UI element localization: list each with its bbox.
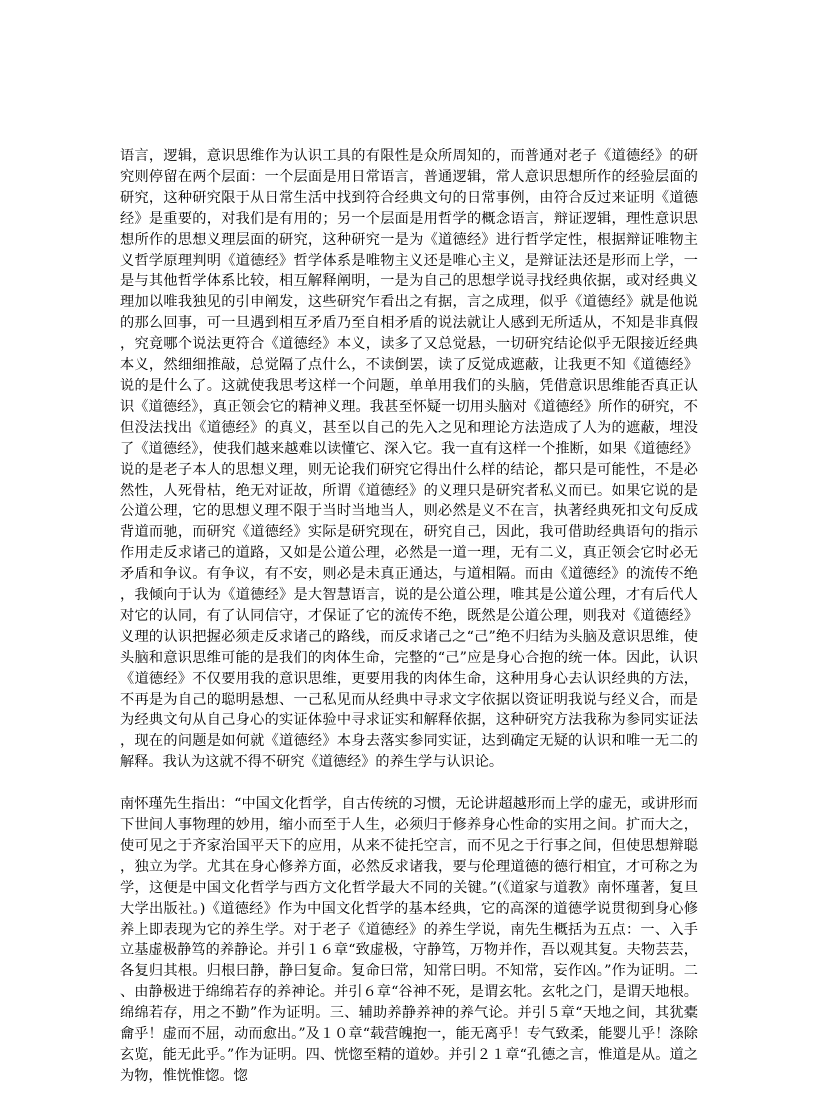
paragraph-nan-huaijin-quote: 南怀瑾先生指出：“中国文化哲学，自古传统的习惯，无论讲超越形而上学的虚无，或讲形而下世间人事物理的妙用，缩小而至于人生，必须归于修养身心性命的实用之间。扩而大之，使可见之于齐家治国平天下的应用，从来不徒托空言，而不见之于行事之间，但使思想辩聪，独立为学。尤其在身心修养方面，必然反求诸我，要与伦理道德的德行相宜，才可称之为学，这便是中国文化哲学与西方文化哲学最大不同的关键。”(《道家与道教》南怀瑾著，复旦大学出版社。)《道德经》作为中国文化哲学的基本经典，它的高深的道德学说贯彻到身心修养上即表现为它的养生学。对于老子《道德经》的养生学说，南先生概括为五点：一、入手立基虚极静笃的养静论。并引１６章“致虚极，守静笃，万物并作，吾以观其复。夫物芸芸，各复归其根。归根曰静，静曰复命。复命曰常，知常曰明。不知常，妄作凶。”作为证明。二、由静极进于绵绵若存的养神论。并引６章“谷神不死，是谓玄牝。玄牝之门，是谓天地根。绵绵若存，用之不勤”作为证明。三、辅助养静养神的养气论。并引５章“天地之间，其犹橐龠乎！虚而不屈，动而愈出。”及１０章“载营魄抱一，能无离乎！专气致柔，能婴儿乎！涤除玄览，能无此乎。”作为证明。四、恍惚至精的道妙。并引２１章“孔德之言，惟道是从。道之为物，惟恍惟惚。惚: [120, 796, 698, 1084]
paragraph-research-method: 语言，逻辑，意识思维作为认识工具的有限性是众所周知的，而普通对老子《道德经》的研究则停留在两个层面：一个层面是用日常语言，普通逻辑，常人意识思想所作的经验层面的研究，这种研究限于从日常生活中找到符合经典文句的日常事例，由符合反过来证明《道德经》是重要的，对我们是有用的；另一个层面是用哲学的概念语言，辩证逻辑，理性意识思想所作的思想义理层面的研究，这种研究一是为《道德经》进行哲学定性，根据辩证唯物主义哲学原理判明《道德经》哲学体系是唯物主义还是唯心主义，是辩证法还是形而上学，一是与其他哲学体系比较，相互解释阐明，一是为自己的思想学说寻找经典依据，或对经典义理加以唯我独见的引申阐发，这些研究乍看出之有据，言之成理，似乎《道德经》就是他说的那么回事，可一旦遇到相互矛盾乃至自相矛盾的说法就让人感到无所适从，不知是非真假，究竟哪个说法更符合《道德经》本义，读多了又总觉悬，一切研究结论似乎无限接近经典本义，然细细推敲，总觉隔了点什么，不读倒罢，读了反觉成遮蔽，让我更不知《道德经》说的是什么了。这就使我思考这样一个问题，单单用我们的头脑，凭借意识思维能否真正认识《道德经》，真正领会它的精神义理。我甚至怀疑一切用头脑对《道德经》所作的研究，不但没法找出《道德经》的真义，甚至以自己的先入之见和理论方法造成了人为的遮蔽，埋没了《道德经》，使我们越来越难以读懂它、深入它。我一直有这样一个推断，如果《道德经》说的是老子本人的思想义理，则无论我们研究它得出什么样的结论，都只是可能性，不是必然性，人死骨枯，绝无对证故，所谓《道德经》的义理只是研究者私义而已。如果它说的是公道公理，它的思想义理不限于当时当地当人，则必然是义不在言，执著经典死扣文句反成背道而驰，而研究《道德经》实际是研究现在，研究自己，因此，我可借助经典语句的指示作用走反求诸己的道路，又如是公道公理，必然是一道一理，无有二义，真正领会它时必无矛盾和争议。有争议，有不安，则必是未真正通达，与道相隔。而由《道德经》的流传不绝，我倾向于认为《道德经》是大智慧语言，说的是公道公理，唯其是公道公理，才有后代人对它的认同，有了认同信守，才保证了它的流传不绝，既然是公道公理，则我对《道德经》义理的认识把握必须走反求诸己的路线，而反求诸己之“己”绝不归结为头脑及意识思维，使头脑和意识思维可能的是我们的肉体生命，完整的“己”应是身心合抱的统一体。因此，认识《道德经》不仅要用我的意识思维，更要用我的肉体生命，这种用身心去认识经典的方法，不再是为自己的聪明悬想、一己私见而从经典中寻求文字依据以资证明我说与经义合，而是为经典文句从自己身心的实证体验中寻求证实和解释依据，这种研究方法我称为参同实证法，现在的问题是如何就《道德经》本身去落实参同实证，达到确定无疑的认识和唯一无二的解释。我认为这就不得不研究《道德经》的养生学与认识论。: [120, 148, 698, 771]
document-page: [120, 146, 698, 1108]
